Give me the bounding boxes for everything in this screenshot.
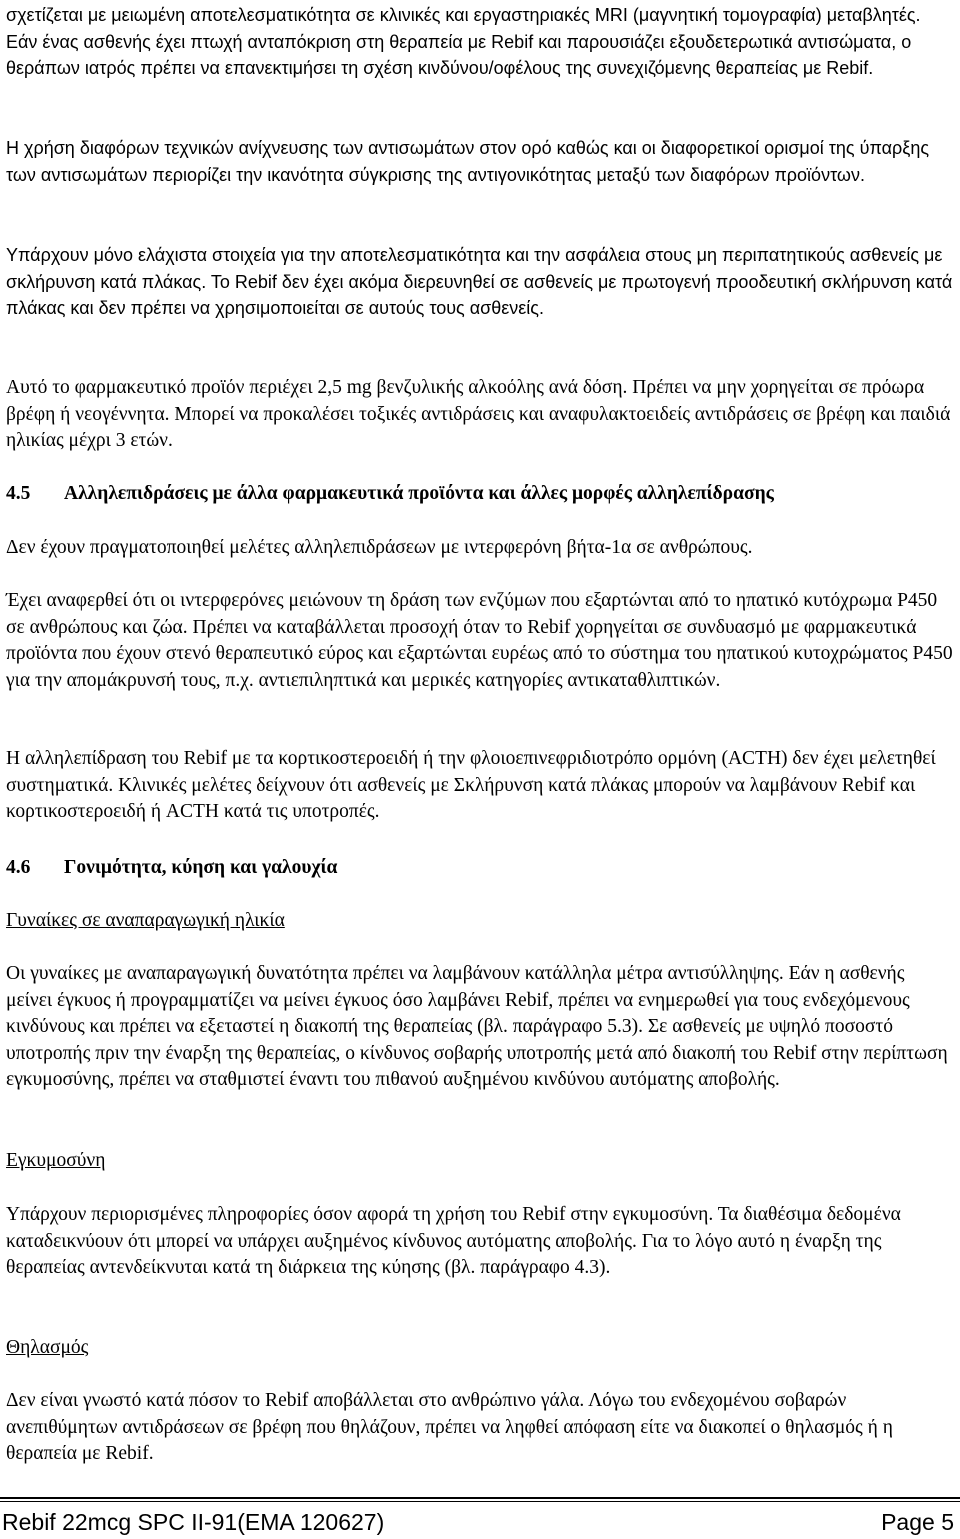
paragraph-pregnancy: Υπάρχουν περιορισμένες πληροφορίες όσον αφορά τη χρήση του Rebif στην εγκυμοσύνη. Τα διαθέσιμα δεδομένα καταδεικνύουν ότι μπορεί να υπάρχει αυξημένος κίνδυνος αυτόματης αποβολής. Για το λόγο αυτό η έναρξη της θεραπείας αντενδείκνυται κατά τη διάρκεια της κύησης (βλ. παράγραφο 4.3). <box>6 1204 901 1278</box>
paragraph-corticosteroids: Η αλληλεπίδραση του Rebif με τα κορτικοστεροειδή ή την φλοιοεπινεφριδιοτρόπο ορμόνη (ACTH) δεν έχει μελετηθεί συστηματικά. Κλινικές μελέτες δείχνουν ότι ασθενείς με Σκλήρυνση κατά πλάκας μπορούν να λαμβάνουν Rebif και κορτικοστεροειδή ή ACTH κατά τις υποτροπές. <box>6 748 936 822</box>
paragraph-breastfeeding: Δεν είναι γνωστό κατά πόσον το Rebif αποβάλλεται στο ανθρώπινο γάλα. Λόγω του ενδεχομένου σοβαρών ανεπιθύμητων αντιδράσεων σε βρέφη που θηλάζουν, πρέπει να ληφθεί απόφαση είτε να διακοπεί ο θηλασμός ή η θεραπεία με Rebif. <box>6 1390 893 1464</box>
subheading-breastfeeding: Θηλασμός <box>6 1337 89 1358</box>
section-title: Γονιμότητα, κύηση και γαλουχία <box>64 857 338 878</box>
footer-divider-thin <box>0 1501 960 1502</box>
section-title: Αλληλεπιδράσεις με άλλα φαρμακευτικά προϊόντα και άλλες μορφές αλληλεπίδρασης <box>64 483 774 504</box>
subheading-pregnancy: Εγκυμοσύνη <box>6 1150 106 1171</box>
subheading-childbearing: Γυναίκες σε αναπαραγωγική ηλικία <box>6 910 285 931</box>
paragraph-cytochrome-p450: Έχει αναφερθεί ότι οι ιντερφερόνες μειώνουν τη δράση των ενζύμων που εξαρτώνται από το ηπατικό κυτόχρωμα P450 σε ανθρώπους και ζώα. Πρέπει να καταβάλλεται προσοχή όταν το Rebif χορηγείται σε συνδυασμό με φαρμακευτικά προϊόντα που έχουν στενό θεραπευτικό εύρος και εξαρτώνται ευρέως από το σύστημα του ηπατικού κυτοχρώματος P450 για την απομάκρυνσή τους, π.χ. αντιεπιληπτικά και μερικές κατηγορίες αντικαταθλιπτικών. <box>6 590 953 691</box>
paragraph-non-ambulatory: Υπάρχουν μόνο ελάχιστα στοιχεία για την αποτελεσματικότητα και την ασφάλεια στους μη περιπατητικούς ασθενείς με σκλήρυνση κατά πλάκας. Το Rebif δεν έχει ακόμα διερευνηθεί σε ασθενείς με πρωτογενή προοδευτική σκλήρυνση κατά πλάκας και δεν πρέπει να χρησιμοποιείται σε αυτούς τους ασθενείς. <box>6 245 953 318</box>
section-heading-4-6 <box>6 855 337 881</box>
footer-document-id: Rebif 22mcg SPC II-91(EMA 120627) <box>2 1509 385 1535</box>
section-number: 4.6 <box>6 857 31 878</box>
paragraph-antibody-detection: Η χρήση διαφόρων τεχνικών ανίχνευσης των αντισωμάτων στον ορό καθώς και οι διαφορετικοί ορισμοί της ύπαρξης των αντισωμάτων περιορίζει την ικανότητα σύγκρισης της αντιγονικότητας μεταξύ των διαφόρων προϊόντων. <box>6 138 930 185</box>
section-heading-4-5 <box>6 481 774 507</box>
paragraph-benzyl-alcohol: Αυτό το φαρμακευτικό προϊόν περιέχει 2,5 mg βενζυλικής αλκοόλης ανά δόση. Πρέπει να μην χορηγείται σε πρόωρα βρέφη ή νεογέννητα. Μπορεί να προκαλέσει τοξικές αντιδράσεις και αναφυλακτοειδείς αντιδράσεις σε βρέφη και παιδιά ηλικίας μέχρι 3 ετών. <box>6 377 951 451</box>
footer-page-number: Page 5 <box>881 1509 954 1535</box>
paragraph-antibodies-efficacy: σχετίζεται με μειωμένη αποτελεσματικότητα σε κλινικές και εργαστηριακές MRI (μαγνητική τομογραφία) μεταβλητές. Εάν ένας ασθενής έχει πτωχή ανταπόκριση στη θεραπεία με Rebif και παρουσιάζει εξουδετερωτικά αντισώματα, ο θεράπων ιατρός πρέπει να επανεκτιμήσει τη σχέση κινδύνου/οφέλους της συνεχιζόμενης θεραπείας με Rebif. <box>6 5 921 78</box>
section-number: 4.5 <box>6 483 31 504</box>
paragraph-childbearing: Οι γυναίκες με αναπαραγωγική δυνατότητα πρέπει να λαμβάνουν κατάλληλα μέτρα αντισύλληψης. Εάν η ασθενής μείνει έγκυος ή προγραμματίζει να μείνει έγκυος όσο λαμβάνει Rebif, πρέπει να ενημερωθεί για τους ενδεχόμενους κινδύνους και πρέπει να εξεταστεί η διακοπή της θεραπείας (βλ. παράγραφο 5.3). Σε ασθενείς με υψηλό ποσοστό υποτροπής πριν την έναρξη της θεραπείας, ο κίνδυνος σοβαρής υποτροπής μετά από διακοπή του Rebif στην περίπτωση εγκυμοσύνης, πρέπει να σταθμιστεί έναντι του πιθανού αυξημένου κινδύνου αυτόματης αποβολής. <box>6 963 948 1090</box>
footer-divider <box>0 1497 960 1499</box>
paragraph-no-interaction-studies: Δεν έχουν πραγματοποιηθεί μελέτες αλληλεπιδράσεων με ιντερφερόνη βήτα-1α σε ανθρώπους. <box>6 537 753 558</box>
